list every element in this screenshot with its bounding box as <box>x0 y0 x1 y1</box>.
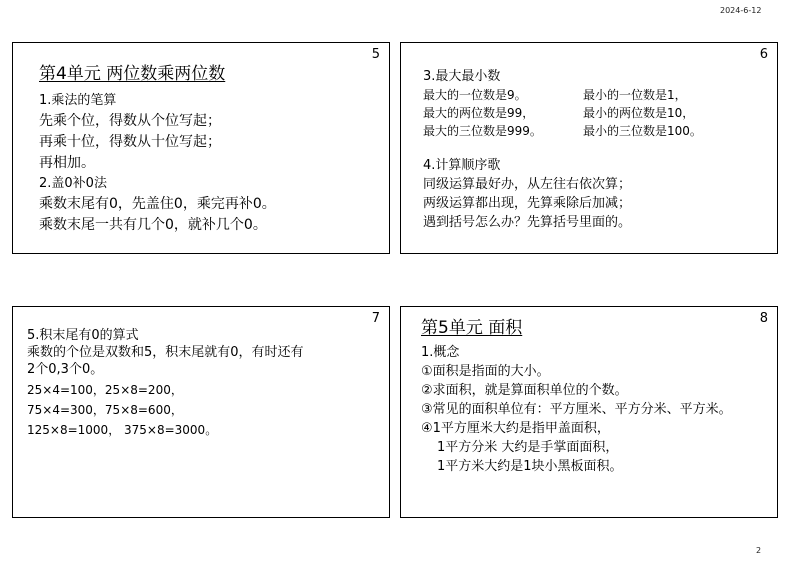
section-heading: 3.最大最小数 <box>423 69 501 84</box>
text-line: 再乘十位，得数从十位写起； <box>39 134 221 150</box>
section-heading: 1.乘法的笔算 <box>39 93 117 108</box>
slide-5 <box>12 42 390 254</box>
min-number-text: 最小的三位数是100。 <box>583 124 702 138</box>
number-row <box>423 104 702 122</box>
number-row <box>423 86 702 104</box>
text-line: 1平方分米 大约是手掌面面积， <box>437 440 619 455</box>
min-number-text: 最小的两位数是10， <box>583 106 695 120</box>
min-number-text: 最小的一位数是1， <box>583 88 687 102</box>
max-number-text: 最大的一位数是9。 <box>423 88 527 102</box>
text-line: ②求面积，就是算面积单位的个数。 <box>421 383 628 398</box>
text-line: ③常见的面积单位有：平方厘米、平方分米、平方米。 <box>421 402 732 417</box>
slide-number: 8 <box>759 311 768 326</box>
text-line: 1平方米大约是1块小黑板面积。 <box>437 459 623 474</box>
page-number: 2 <box>756 546 762 555</box>
print-date: 2024-6-12 <box>720 6 762 15</box>
text-line: 先乘个位，得数从个位写起； <box>39 113 221 129</box>
slide-6 <box>400 42 778 254</box>
text-line: 再相加。 <box>39 155 95 171</box>
max-number-text: 最大的两位数是99， <box>423 106 535 120</box>
section-heading: 4.计算顺序歌 <box>423 158 501 173</box>
text-line: 遇到括号怎么办？先算括号里面的。 <box>423 215 632 230</box>
slide-8 <box>400 306 778 518</box>
slide-title: 第4单元 两位数乘两位数 <box>39 64 226 84</box>
max-number-text: 最大的三位数是999。 <box>423 124 542 138</box>
equation-line: 25×4=100，25×8=200， <box>27 383 183 397</box>
section-heading: 5.积末尾有0的算式 <box>27 328 139 343</box>
text-line: ④1平方厘米大约是指甲盖面积， <box>421 421 610 436</box>
text-line: 两级运算都出现，先算乘除后加减； <box>423 196 632 211</box>
slide-number: 5 <box>371 47 380 62</box>
equation-line: 75×4=300，75×8=600， <box>27 403 183 417</box>
text-line: 同级运算最好办，从左往右依次算； <box>423 177 632 192</box>
section-heading: 1.概念 <box>421 345 460 360</box>
text-line: 2个0,3个0。 <box>27 362 104 377</box>
slide-title: 第5单元 面积 <box>421 318 523 338</box>
section-heading: 2.盖0补0法 <box>39 176 107 191</box>
slide-number: 7 <box>371 311 380 326</box>
slide-number: 6 <box>759 47 768 62</box>
text-line: 乘数末尾一共有几个0，就补几个0。 <box>39 217 267 233</box>
text-line: 乘数末尾有0，先盖住0，乘完再补0。 <box>39 196 276 212</box>
text-line: ①面积是指面的大小。 <box>421 364 550 379</box>
equation-line: 125×8=1000， 375×8=3000。 <box>27 423 218 437</box>
number-row <box>423 122 702 140</box>
slide-7 <box>12 306 390 518</box>
text-line: 乘数的个位是双数和5，积末尾就有0，有时还有 <box>27 345 304 360</box>
